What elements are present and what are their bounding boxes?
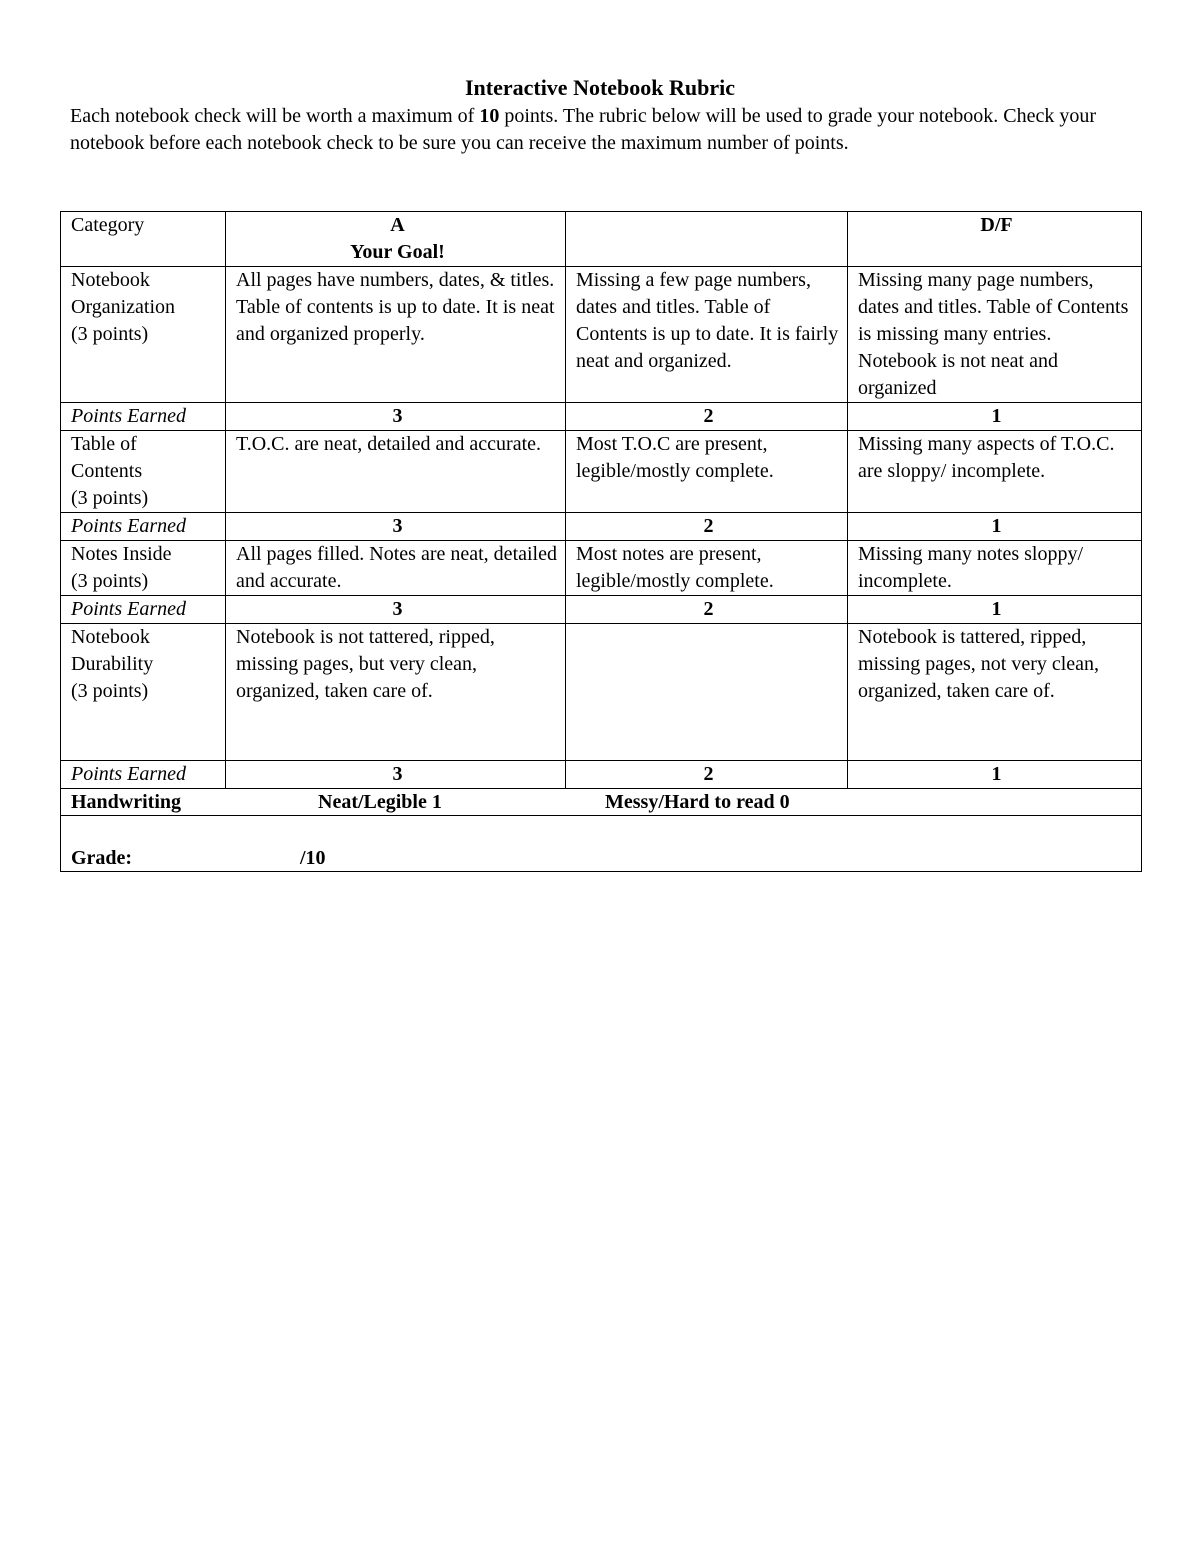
category-cell (61, 267, 226, 403)
points-value-mid: 2 (566, 596, 848, 624)
grade-label: Grade: (71, 847, 133, 869)
header-row (61, 212, 1142, 267)
header-grade-a (226, 212, 566, 267)
grade-out-of: /10 (300, 847, 326, 869)
header-category (61, 212, 226, 267)
page-title: Interactive Notebook Rubric (464, 75, 736, 100)
criteria-df-cell: Notebook is tattered, ripped, missing pages, not very clean, organized, taken care of. (848, 624, 1142, 761)
criteria-df-cell: Missing many aspects of T.O.C. are sloppy/ incomplete. (848, 431, 1142, 513)
criteria-mid-cell: Most T.O.C are present, legible/mostly complete. (566, 431, 848, 513)
points-earned-row (61, 403, 1142, 431)
points-earned-row (61, 596, 1142, 624)
header-grade-a-letter: A (390, 214, 405, 236)
points-earned-label: Points Earned (61, 403, 226, 431)
category-line: Notebook (71, 626, 150, 648)
criteria-row-durability (61, 624, 1142, 761)
points-value-mid: 2 (566, 513, 848, 541)
criteria-mid-cell: Missing a few page numbers, dates and titles. Table of Contents is up to date. It is fairly neat and organized. (566, 267, 848, 403)
criteria-row-organization (61, 267, 1142, 403)
points-earned-label: Points Earned (61, 761, 226, 789)
criteria-a-cell: All pages filled. Notes are neat, detailed and accurate. (226, 541, 566, 596)
points-earned-row (61, 761, 1142, 789)
criteria-mid-cell: Most notes are present, legible/mostly complete. (566, 541, 848, 596)
criteria-a-cell: T.O.C. are neat, detailed and accurate. (226, 431, 566, 513)
points-value-mid: 2 (566, 761, 848, 789)
header-grade-mid (566, 212, 848, 267)
criteria-a-cell: Notebook is not tattered, ripped, missing pages, but very clean, organized, taken care of. (226, 624, 566, 761)
category-line: Notebook (71, 269, 150, 291)
points-earned-label: Points Earned (61, 596, 226, 624)
category-cell (61, 624, 226, 761)
category-points: (3 points) (71, 570, 149, 592)
points-earned-label: Points Earned (61, 513, 226, 541)
points-value-a: 3 (226, 513, 566, 541)
grade-cell (61, 816, 1142, 872)
points-value-df: 1 (848, 761, 1142, 789)
intro-paragraph (70, 103, 1140, 157)
handwriting-row (61, 789, 1142, 816)
intro-text-start: Each notebook check will be worth a maximum of (70, 105, 480, 127)
points-value-a: 3 (226, 596, 566, 624)
category-line: Table of (71, 433, 137, 455)
criteria-row-table-of-contents (61, 431, 1142, 513)
intro-max-points: 10 (479, 105, 500, 127)
category-cell (61, 431, 226, 513)
grade-row (61, 816, 1142, 872)
points-value-df: 1 (848, 403, 1142, 431)
rubric-table (60, 211, 1142, 872)
criteria-mid-cell (566, 624, 848, 761)
header-category-label: Category (71, 214, 145, 236)
category-line: Organization (71, 296, 176, 318)
points-value-a: 3 (226, 403, 566, 431)
handwriting-label: Handwriting (71, 791, 182, 813)
handwriting-messy: Messy/Hard to read 0 (605, 791, 790, 813)
category-points: (3 points) (71, 487, 149, 509)
criteria-a-cell: All pages have numbers, dates, & titles. Table of contents is up to date. It is neat and organized properly. (226, 267, 566, 403)
points-value-df: 1 (848, 513, 1142, 541)
points-value-df: 1 (848, 596, 1142, 624)
points-value-mid: 2 (566, 403, 848, 431)
handwriting-cell (61, 789, 1142, 816)
points-value-a: 3 (226, 761, 566, 789)
category-line: Durability (71, 653, 154, 675)
category-line: Contents (71, 460, 143, 482)
points-earned-row (61, 513, 1142, 541)
intro-text-end: points. The rubric below will be used to grade your notebook. Check your notebook before each notebook check to be sure you can receive the maximum number of points. (70, 105, 1097, 154)
handwriting-neat: Neat/Legible 1 (318, 791, 442, 813)
criteria-row-notes-inside (61, 541, 1142, 596)
category-cell (61, 541, 226, 596)
criteria-df-cell: Missing many notes sloppy/ incomplete. (848, 541, 1142, 596)
header-grade-a-goal: Your Goal! (350, 241, 445, 263)
category-line: Notes Inside (71, 543, 172, 565)
header-grade-df: D/F (848, 212, 1142, 267)
criteria-df-cell: Missing many page numbers, dates and titles. Table of Contents is missing many entries. Notebook is not neat and organized (848, 267, 1142, 403)
category-points: (3 points) (71, 323, 149, 345)
category-points: (3 points) (71, 680, 149, 702)
